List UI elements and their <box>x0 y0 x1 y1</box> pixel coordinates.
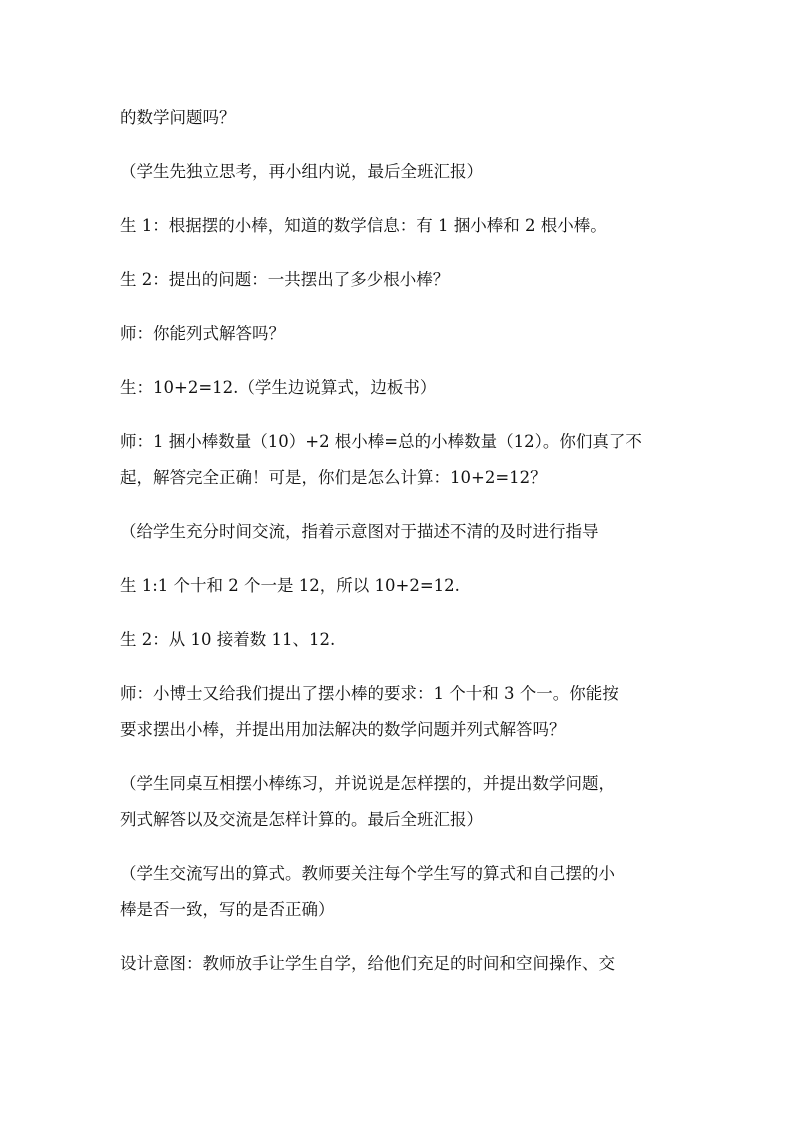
paragraph-13 <box>120 856 680 928</box>
text-line: （给学生充分时间交流，指着示意图对于描述不清的及时进行指导 <box>120 522 599 541</box>
paragraph-8 <box>120 514 680 550</box>
paragraph-2 <box>120 154 680 190</box>
paragraph-10 <box>120 622 680 658</box>
paragraph-7 <box>120 424 680 496</box>
text-line: 生 2：从 10 接着数 11、12. <box>120 630 336 649</box>
text-line: 棒是否一致，写的是否正确） <box>120 900 335 919</box>
text-line: 师：1 捆小棒数量（10）+2 根小棒=总的小棒数量（12）。你们真了不 <box>120 432 642 451</box>
text-line: 要求摆出小棒，并提出用加法解决的数学问题并列式解答吗？ <box>120 720 566 739</box>
paragraph-1 <box>120 100 680 136</box>
text-line: 师：你能列式解答吗？ <box>120 324 285 343</box>
paragraph-12 <box>120 766 680 838</box>
document-body <box>120 100 680 1000</box>
paragraph-11 <box>120 676 680 748</box>
paragraph-5 <box>120 316 680 352</box>
text-line: 师：小博士又给我们提出了摆小棒的要求：1 个十和 3 个一。你能按 <box>120 684 619 703</box>
text-line: 的数学问题吗？ <box>120 108 236 127</box>
paragraph-14 <box>120 946 680 982</box>
text-line: 生：10+2=12.（学生边说算式，边板书） <box>120 378 437 397</box>
paragraph-9 <box>120 568 680 604</box>
paragraph-4 <box>120 262 680 298</box>
text-line: （学生交流写出的算式。教师要关注每个学生写的算式和自己摆的小 <box>120 864 615 883</box>
text-line: 生 1：根据摆的小棒，知道的数学信息：有 1 捆小棒和 2 根小棒。 <box>120 216 607 235</box>
text-line: 列式解答以及交流是怎样计算的。最后全班汇报） <box>120 810 483 829</box>
text-line: （学生同桌互相摆小棒练习，并说说是怎样摆的，并提出数学问题， <box>120 774 615 793</box>
text-line: 起，解答完全正确！可是，你们是怎么计算：10+2=12？ <box>120 468 547 487</box>
text-line: （学生先独立思考，再小组内说，最后全班汇报） <box>120 162 483 181</box>
paragraph-3 <box>120 208 680 244</box>
text-line: 设计意图：教师放手让学生自学，给他们充足的时间和空间操作、交 <box>120 954 615 973</box>
text-line: 生 1:1 个十和 2 个一是 12，所以 10+2=12. <box>120 576 460 595</box>
text-line: 生 2：提出的问题：一共摆出了多少根小棒？ <box>120 270 450 289</box>
paragraph-6 <box>120 370 680 406</box>
